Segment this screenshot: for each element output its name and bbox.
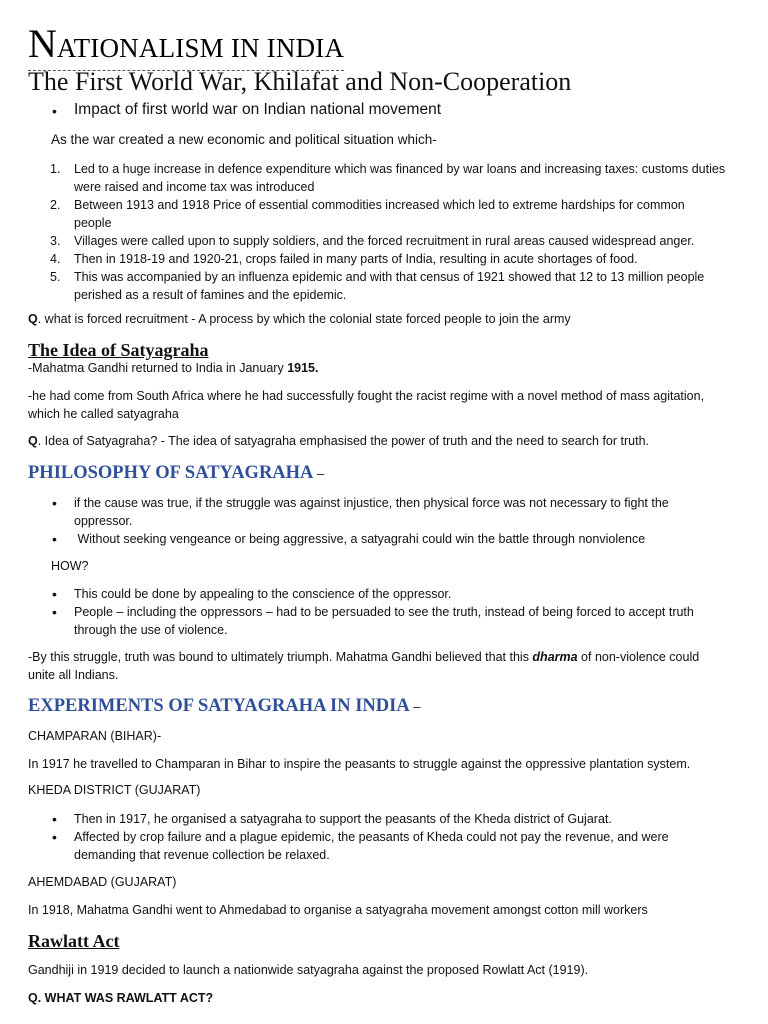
champaran-text: In 1917 he travelled to Champaran in Bihar to inspire the peasants to struggle against the oppressive plantation system.	[28, 757, 691, 771]
question-forced-recruitment	[28, 310, 571, 328]
impact-bullet-text: Impact of first world war on Indian national movement	[74, 101, 442, 118]
list-line: oppressor.	[74, 514, 133, 528]
list-item	[74, 530, 754, 548]
list-line: • This could be done by appealing to the conscience of the oppressor.	[74, 587, 452, 601]
paragraph-line: -he had come from South Africa where he had successfully fought the racist regime with a novel method of mass agitation,	[28, 389, 705, 403]
list-line: Led to a huge increase in defence expenditure which was financed by war loans and increasing taxes: customs duties	[74, 162, 726, 176]
question-idea	[28, 432, 649, 450]
heading-dash: –	[413, 699, 421, 714]
list-line: This was accompanied by an influenza epidemic and with that census of 1921 showed that 12 to 13 million people	[74, 270, 705, 284]
idea-line-1-text: -Mahatma Gandhi returned to India in January	[28, 361, 288, 375]
list-line: • People – including the oppressors – had to be persuaded to see the truth, instead of being forced to accept truth	[74, 605, 694, 619]
section-subtitle: The First World War, Khilafat and Non-Cooperation	[28, 67, 572, 96]
page-title	[28, 22, 344, 71]
war-effects-list	[50, 160, 754, 304]
question-marker: Q	[28, 434, 38, 448]
list-line: perished as a result of famines and the epidemic.	[74, 288, 347, 302]
list-item	[50, 160, 754, 196]
philosophy-list	[74, 494, 754, 548]
list-line: Villages were called upon to supply soldiers, and the forced recruitment in rural areas caused widespread anger.	[74, 234, 695, 248]
list-item	[74, 494, 754, 530]
list-line: • Affected by crop failure and a plague epidemic, the peasants of Kheda could not pay the revenue, and were	[74, 830, 669, 844]
dharma-after: of non-violence could	[577, 650, 700, 664]
ahmedabad-text: In 1918, Mahatma Gandhi went to Ahmedabad to organise a satyagraha movement amongst cotton mill workers	[28, 903, 648, 917]
dharma-before: -By this struggle, truth was bound to ultimately triumph. Mahatma Gandhi believed that this	[28, 650, 533, 664]
question-rowlatt: Q. WHAT WAS RAWLATT ACT?	[28, 991, 214, 1005]
list-line: through the use of violence.	[74, 623, 228, 637]
question-marker: Q	[28, 312, 38, 326]
list-item	[50, 196, 754, 232]
list-line: • Then in 1917, he organised a satyagraha to support the peasants of the Kheda district of Gujarat.	[74, 812, 612, 826]
heading-philosophy-text: PHILOSOPHY OF SATYAGRAHA	[28, 463, 313, 483]
idea-year: 1915.	[287, 361, 319, 375]
list-number: 2.	[50, 198, 61, 212]
paragraph-line	[28, 648, 748, 666]
list-line: demanding that revenue collection be relaxed.	[74, 848, 330, 862]
list-item	[50, 268, 754, 304]
ahmedabad-label: AHEMDABAD (GUJARAT)	[28, 875, 177, 889]
heading-philosophy	[28, 462, 324, 485]
heading-rowlatt-act: Rawlatt Act	[28, 931, 120, 951]
list-item	[50, 232, 754, 250]
dharma-paragraph	[28, 648, 748, 684]
list-line: were raised and income tax was introduced	[74, 180, 315, 194]
list-item	[74, 828, 754, 864]
heading-experiments-text: EXPERIMENTS OF SATYAGRAHA IN INDIA	[28, 696, 409, 716]
paragraph-line: unite all Indians.	[28, 668, 119, 682]
heading-dash: –	[317, 466, 325, 481]
question-text: . what is forced recruitment - A process by which the colonial state forced people to join the army	[37, 312, 571, 326]
champaran-label: CHAMPARAN (BIHAR)-	[28, 729, 162, 743]
kheda-list	[74, 810, 754, 864]
list-number: 5.	[50, 270, 61, 284]
question-text: . Idea of Satyagraha? - The idea of satyagraha emphasised the power of truth and the need to search for truth.	[37, 434, 650, 448]
idea-line-1	[28, 359, 318, 377]
paragraph-line: which he called satyagraha	[28, 407, 179, 421]
list-line: • Without seeking vengeance or being aggressive, a satyagrahi could win the battle through nonviolence	[74, 532, 646, 546]
list-item	[50, 250, 754, 268]
idea-line-2	[28, 387, 748, 423]
how-list	[74, 585, 754, 639]
list-number: 4.	[50, 252, 61, 266]
title-rest: ATIONALISM IN INDIA	[56, 33, 345, 63]
kheda-label: KHEDA DISTRICT (GUJARAT)	[28, 783, 201, 797]
list-item	[74, 585, 754, 603]
impact-bullet	[74, 100, 441, 120]
how-label: HOW?	[51, 559, 89, 573]
rowlatt-text: Gandhiji in 1919 decided to launch a nationwide satyagraha against the proposed Rowlatt Act (1919).	[28, 963, 589, 977]
heading-experiments	[28, 695, 421, 718]
list-line: • if the cause was true, if the struggle was against injustice, then physical force was not necessary to fight the	[74, 496, 669, 510]
list-number: 3.	[50, 234, 61, 248]
list-line: people	[74, 216, 112, 230]
list-line: Then in 1918-19 and 1920-21, crops failed in many parts of India, resulting in acute shortages of food.	[74, 252, 638, 266]
heading-idea-of-satyagraha: The Idea of Satyagraha	[28, 340, 209, 360]
list-number: 1.	[50, 162, 61, 176]
intro-text: As the war created a new economic and political situation which-	[51, 132, 437, 147]
list-line: Between 1913 and 1918 Price of essential commodities increased which led to extreme hardships for common	[74, 198, 685, 212]
list-item	[74, 603, 754, 639]
title-initial: N	[28, 21, 57, 66]
dharma-emphasis: dharma	[532, 650, 578, 664]
list-item	[74, 810, 754, 828]
